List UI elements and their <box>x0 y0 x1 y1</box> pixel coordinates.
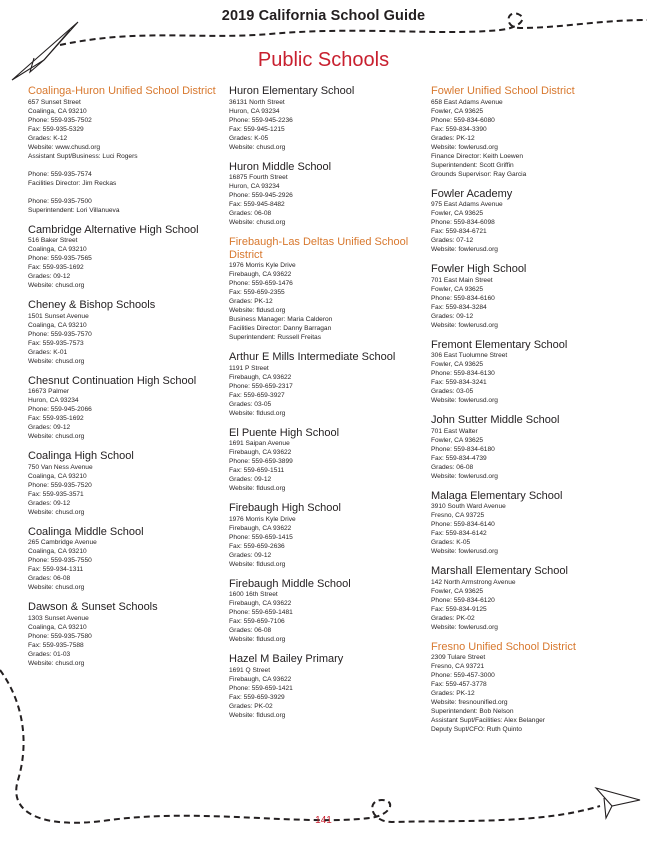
detail-line: Fax: 559-834-9125 <box>431 605 487 613</box>
detail-line: Firebaugh, CA 93622 <box>229 271 292 278</box>
spacer <box>28 188 218 197</box>
detail-line: Fax: 559-834-6142 <box>431 530 487 537</box>
detail-line: Coalinga, CA 93210 <box>28 623 87 631</box>
school-entry <box>229 351 424 418</box>
detail-line: Deputy Supt/CFO: Ruth Quinto <box>431 726 522 733</box>
detail-line: Grades: 09-12 <box>28 273 71 280</box>
detail-line: 1691 Saipan Avenue <box>229 440 290 447</box>
detail-line: Fax: 559-659-3927 <box>229 391 285 399</box>
school-name: Chesnut Continuation High School <box>28 374 197 387</box>
detail-line: Grades: K-05 <box>431 539 471 546</box>
detail-line: Fax: 559-834-3284 <box>431 303 487 311</box>
detail-line: Fax: 559-945-1215 <box>229 125 285 133</box>
detail-line: Grades: PK-12 <box>431 134 475 142</box>
detail-line: Phone: 559-834-6160 <box>431 294 495 302</box>
district-entry <box>431 85 631 179</box>
detail-line: Business Manager: Maria Calderon <box>229 316 333 323</box>
detail-line: Grades: 03-05 <box>431 388 474 395</box>
district-name: Firebaugh-Las Deltas Unified School District <box>229 236 409 261</box>
detail-line: 36131 North Street <box>229 98 285 106</box>
school-entry <box>28 224 218 291</box>
detail-line: Fax: 559-834-4739 <box>431 454 487 462</box>
detail-line: Grades: 06-08 <box>431 463 474 471</box>
district-entry <box>431 641 631 735</box>
detail-line: Huron, CA 93234 <box>229 107 280 115</box>
school-name: Coalinga High School <box>28 450 134 462</box>
page-number: 141 <box>315 815 332 826</box>
detail-line: Finance Director: Keith Loewen <box>431 152 523 160</box>
detail-line: Phone: 559-935-7520 <box>28 481 92 489</box>
detail-line: Grades: K-05 <box>229 134 269 142</box>
detail-line: Grounds Supervisor: Ray Garcia <box>431 170 527 178</box>
school-entry <box>229 502 424 569</box>
detail-line: Website: chusd.org <box>28 508 85 516</box>
school-entry <box>28 375 218 442</box>
detail-line: Website: fowlerusd.org <box>431 321 498 329</box>
detail-line: Phone: 559-659-1415 <box>229 533 293 541</box>
detail-line: Website: fldusd.org <box>229 560 286 568</box>
detail-line: 658 East Adams Avenue <box>431 98 503 106</box>
district-entry <box>229 236 424 342</box>
detail-line: Coalinga, CA 93210 <box>28 321 87 329</box>
detail-line: Phone: 559-834-6140 <box>431 521 495 528</box>
school-entry <box>431 490 631 557</box>
detail-line: Website: chusd.org <box>229 219 286 226</box>
school-name: Arthur E Mills Intermediate School <box>229 351 396 363</box>
school-entry <box>431 263 631 330</box>
detail-line: Phone: 559-834-6080 <box>431 116 495 124</box>
spacer <box>28 161 218 170</box>
column-1 <box>28 85 218 677</box>
detail-line: 1976 Morris Kyle Drive <box>229 515 296 523</box>
school-entry <box>28 601 218 668</box>
detail-line: Website: fowlerusd.org <box>431 246 498 253</box>
school-entry <box>431 188 631 255</box>
guide-title: 2019 California School Guide <box>221 8 426 24</box>
detail-line: Phone: 559-945-2066 <box>28 406 92 413</box>
school-name: Firebaugh High School <box>229 502 341 514</box>
school-entry <box>431 339 631 406</box>
school-name: El Puente High School <box>229 426 340 439</box>
detail-line: Grades: 06-08 <box>229 210 272 217</box>
school-entry <box>229 161 424 228</box>
school-entry <box>28 450 218 517</box>
detail-line: Phone: 559-834-6180 <box>431 445 495 453</box>
detail-line: Coalinga, CA 93210 <box>28 548 87 555</box>
detail-line: 657 Sunset Street <box>28 98 81 106</box>
detail-line: 1691 Q Street <box>229 666 271 674</box>
detail-line: 16673 Palmer <box>28 388 70 395</box>
district-name: Fresno Unified School District <box>431 640 576 653</box>
school-entry <box>229 653 424 720</box>
detail-line: Grades: PK-02 <box>229 702 273 710</box>
district-name: Fowler Unified School District <box>431 85 575 97</box>
detail-line: Fax: 559-834-3390 <box>431 125 487 133</box>
detail-line: Website: chusd.org <box>28 584 85 591</box>
detail-line: 701 East Walter <box>431 427 478 435</box>
detail-line: Fax: 559-935-7588 <box>28 641 84 649</box>
detail-line: Website: chusd.org <box>28 433 85 440</box>
detail-line: Phone: 559-935-7580 <box>28 632 92 640</box>
detail-line: Website: fldusd.org <box>229 409 286 417</box>
school-name: Coalinga Middle School <box>28 525 144 538</box>
detail-line: Phone: 559-945-2236 <box>229 116 293 124</box>
detail-line: Phone: 559-834-6098 <box>431 219 495 226</box>
column-2 <box>229 85 424 729</box>
detail-line: 516 Baker Street <box>28 237 78 244</box>
detail-line: Grades: 09-12 <box>431 312 474 320</box>
detail-line: Fax: 559-659-1511 <box>229 467 285 474</box>
school-name: Hazel M Bailey Primary <box>229 653 344 665</box>
detail-line: Firebaugh, CA 93622 <box>229 675 292 683</box>
detail-line: Website: fowlerusd.org <box>431 143 498 151</box>
detail-line: Fax: 559-659-2355 <box>229 289 285 296</box>
school-name: Cheney & Bishop Schools <box>28 299 156 311</box>
detail-line: Fax: 559-935-5329 <box>28 125 84 133</box>
detail-line: Website: www.chusd.org <box>28 143 101 151</box>
district-entry <box>28 85 218 215</box>
detail-line: Grades: K-01 <box>28 348 68 356</box>
column-3 <box>431 85 631 743</box>
detail-line: Phone: 559-659-2317 <box>229 382 293 390</box>
detail-line: Grades: 06-08 <box>229 627 272 634</box>
detail-line: Fax: 559-945-8482 <box>229 201 285 208</box>
detail-line: Fowler, CA 93625 <box>431 587 484 595</box>
detail-line: Fax: 559-659-7106 <box>229 618 285 625</box>
detail-line: Facilities Director: Jim Reckas <box>28 179 117 187</box>
detail-line: Website: fowlerusd.org <box>431 472 498 480</box>
detail-line: Firebaugh, CA 93622 <box>229 600 292 607</box>
detail-line: Fax: 559-935-7573 <box>28 339 84 347</box>
school-entry <box>28 299 218 366</box>
school-name: Fremont Elementary School <box>431 338 568 351</box>
detail-line: Phone: 559-834-6130 <box>431 370 495 377</box>
detail-line: Fax: 559-935-1692 <box>28 264 84 271</box>
detail-line: Fowler, CA 93625 <box>431 210 484 217</box>
detail-line: Fowler, CA 93625 <box>431 107 484 115</box>
detail-line: Website: fowlerusd.org <box>431 548 498 555</box>
detail-line: 750 Van Ness Avenue <box>28 463 93 471</box>
school-entry <box>28 526 218 593</box>
detail-line: Coalinga, CA 93210 <box>28 107 87 115</box>
detail-line: Phone: 559-935-7550 <box>28 557 92 564</box>
detail-line: Coalinga, CA 93210 <box>28 472 87 480</box>
detail-line: 2309 Tulare Street <box>431 654 486 661</box>
detail-line: 1501 Sunset Avenue <box>28 312 89 320</box>
detail-line: Phone: 559-935-7574 <box>28 170 92 178</box>
detail-line: Fax: 559-934-1311 <box>28 566 84 573</box>
detail-line: Firebaugh, CA 93622 <box>229 373 292 381</box>
detail-line: Grades: 09-12 <box>229 551 272 559</box>
school-entry <box>229 85 424 152</box>
detail-line: 1600 16th Street <box>229 591 278 598</box>
detail-line: Website: fowlerusd.org <box>431 623 498 631</box>
detail-line: Fowler, CA 93625 <box>431 436 484 444</box>
school-entry <box>229 578 424 645</box>
detail-line: Assistant Supt/Facilities: Alex Belanger <box>431 717 545 724</box>
detail-line: Grades: 01-03 <box>28 650 71 658</box>
detail-line: Grades: K-12 <box>28 134 68 142</box>
detail-line: Firebaugh, CA 93622 <box>229 524 292 532</box>
detail-line: Coalinga, CA 93210 <box>28 246 87 253</box>
detail-line: Fresno, CA 93721 <box>431 663 485 670</box>
detail-line: Grades: 06-08 <box>28 575 71 582</box>
school-name: Firebaugh Middle School <box>229 577 351 590</box>
paper-airplane-icon <box>596 788 640 818</box>
detail-line: Phone: 559-659-3899 <box>229 458 293 465</box>
detail-line: Phone: 559-935-7500 <box>28 197 92 205</box>
detail-line: Grades: PK-12 <box>431 690 475 697</box>
detail-line: Fax: 559-834-6721 <box>431 228 487 235</box>
detail-line: 1191 P Street <box>229 364 269 372</box>
school-entry <box>229 427 424 494</box>
district-name: Coalinga-Huron Unified School District <box>28 85 216 97</box>
detail-line: Grades: 09-12 <box>28 499 71 507</box>
detail-line: 306 East Tuolumne Street <box>431 352 508 359</box>
detail-line: Grades: 09-12 <box>28 424 71 431</box>
school-name: Dawson & Sunset Schools <box>28 601 158 613</box>
detail-line: Website: fldusd.org <box>229 307 286 314</box>
detail-line: Phone: 559-834-6120 <box>431 596 495 604</box>
detail-line: Superintendent: Bob Nelson <box>431 708 514 715</box>
detail-line: Phone: 559-659-1476 <box>229 280 293 287</box>
detail-line: 1303 Sunset Avenue <box>28 614 89 622</box>
school-name: Fowler High School <box>431 263 527 275</box>
detail-line: Website: fresnounified.org <box>431 699 508 706</box>
school-name: Marshall Elementary School <box>431 565 568 577</box>
detail-line: Fax: 559-659-2636 <box>229 542 285 550</box>
detail-line: Huron, CA 93234 <box>229 183 280 190</box>
school-entry <box>431 565 631 632</box>
detail-line: Grades: PK-02 <box>431 614 475 622</box>
detail-line: 142 North Armstrong Avenue <box>431 578 516 586</box>
detail-line: Assistant Supt/Business: Luci Rogers <box>28 152 138 160</box>
detail-line: Fowler, CA 93625 <box>431 285 484 293</box>
detail-line: Website: chusd.org <box>28 659 85 667</box>
school-name: John Sutter Middle School <box>431 414 560 426</box>
detail-line: Website: chusd.org <box>28 282 85 289</box>
detail-line: Fresno, CA 93725 <box>431 512 485 519</box>
detail-line: Phone: 559-945-2926 <box>229 192 293 199</box>
detail-line: Superintendent: Russell Freitas <box>229 334 321 341</box>
detail-line: Website: fldusd.org <box>229 485 286 492</box>
detail-line: Phone: 559-935-7502 <box>28 116 92 124</box>
detail-line: Website: fowlerusd.org <box>431 397 498 404</box>
detail-line: 265 Cambridge Avenue <box>28 539 97 546</box>
detail-line: Grades: PK-12 <box>229 298 273 305</box>
detail-line: Superintendent: Scott Griffin <box>431 161 514 169</box>
section-title: Public Schools <box>257 49 390 71</box>
detail-line: Phone: 559-935-7565 <box>28 255 92 262</box>
detail-line: Phone: 559-457-3000 <box>431 672 495 679</box>
detail-line: Grades: 09-12 <box>229 476 272 483</box>
school-name: Huron Middle School <box>229 160 332 173</box>
detail-line: Facilities Director: Danny Barragan <box>229 325 332 332</box>
detail-line: Phone: 559-659-1481 <box>229 609 293 616</box>
detail-line: Fax: 559-457-3778 <box>431 681 487 688</box>
school-name: Fowler Academy <box>431 187 513 200</box>
detail-line: Superintendent: Lori Villanueva <box>28 206 120 214</box>
school-name: Huron Elementary School <box>229 85 355 97</box>
detail-line: Grades: 03-05 <box>229 400 272 408</box>
detail-line: Website: fldusd.org <box>229 711 286 719</box>
detail-line: Fax: 559-834-3241 <box>431 379 487 386</box>
detail-line: Phone: 559-935-7570 <box>28 330 92 338</box>
detail-line: Grades: 07-12 <box>431 237 474 244</box>
detail-line: Website: fldusd.org <box>229 636 286 643</box>
detail-line: Huron, CA 93234 <box>28 397 79 404</box>
school-entry <box>431 414 631 481</box>
detail-line: Fax: 559-659-3929 <box>229 693 285 701</box>
school-name: Malaga Elementary School <box>431 489 563 502</box>
detail-line: Fax: 559-935-1692 <box>28 415 84 422</box>
detail-line: Firebaugh, CA 93622 <box>229 449 292 456</box>
detail-line: 16875 Fourth Street <box>229 174 288 181</box>
detail-line: 975 East Adams Avenue <box>431 201 503 208</box>
detail-line: Phone: 559-659-1421 <box>229 684 293 692</box>
detail-line: Website: chusd.org <box>28 357 85 365</box>
detail-line: Fax: 559-935-3571 <box>28 490 84 498</box>
detail-line: 1976 Morris Kyle Drive <box>229 262 296 269</box>
detail-line: 701 East Main Street <box>431 276 493 284</box>
detail-line: Website: chusd.org <box>229 143 286 151</box>
school-name: Cambridge Alternative High School <box>28 223 199 236</box>
detail-line: 3910 South Ward Avenue <box>431 503 506 510</box>
detail-line: Fowler, CA 93625 <box>431 361 484 368</box>
